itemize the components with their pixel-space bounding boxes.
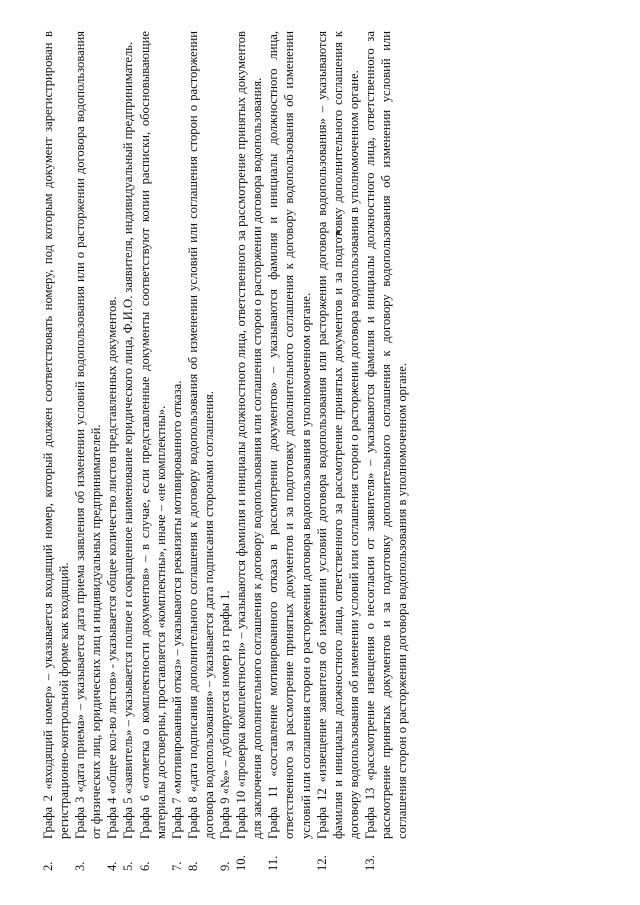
list-item: [314, 31, 362, 871]
item-number: 11.: [266, 855, 281, 871]
item-number: 4.: [105, 861, 120, 871]
item-number: 8.: [185, 861, 200, 871]
list-item: [362, 31, 410, 871]
item-text: Графа 5 «заявитель» – указывается полное и сокращенное наименование юридического лица, Ф.И.О. заявителя, индивидуальный предприниматель.: [121, 41, 136, 839]
list-item: [265, 31, 313, 871]
item-text: Графа 7 «мотивированный отказ» – указываются реквизиты мотивированного отказа.: [169, 380, 184, 839]
list-item: [120, 31, 136, 871]
item-text: Графа 8 «дата подписания дополнительного соглашения к договору водопользования об изменении условий или соглашения сторон о расторжении договора водопользования» – указывается дата подписания сторонами соглашения.: [185, 31, 216, 839]
list-item: [217, 31, 233, 871]
list-item: [185, 31, 217, 871]
item-text: Графа 11 «составление мотивированного отказа в рассмотрении документов» – указываются фамилия и инициалы должностного лица, ответственного за рассмотрение принятых документов и за подготовку дополнительного соглашения к договору водопользования об изменении условий или соглашения сторон о расторжении договора водопользования в уполномоченном органе.: [266, 31, 313, 839]
item-text: Графа 2 «входящий номер» – указывается входящий номер, который должен соответствовать номеру, под которым документ зарегистрирован в регистрационно-контрольной форме как входящий.: [41, 31, 72, 839]
list-item: [72, 31, 104, 871]
item-number: 5.: [121, 861, 136, 871]
item-number: 12.: [314, 855, 329, 871]
item-text: Графа 10 «проверка комплектности» – указываются фамилия и инициалы должностного лица, ответственного за рассмотрение принятых документов для заключения дополнительного соглашения к договору водопользования или соглашения сторон о расторжении договора водопользования.: [234, 31, 265, 839]
list-item: [169, 31, 185, 871]
item-text: Графа 6 «отметка о комплектности документов» – в случае, если представленные документы соответствуют копии расписки, обосновывающие материалы достоверны, проставляется «комплектны», иначе – «не комплектны».: [137, 31, 168, 839]
item-number: 13.: [362, 855, 377, 871]
item-text: Графа 3 «дата приема» – указывается дата приема заявления об изменении условий водопользования или о расторжении договора водопользования от физических лиц, юридических лиц и индивидуальных предпринимателей.: [73, 31, 104, 839]
item-text: Графа 13 «рассмотрение извещения о несогласии от заявителя» – указываются фамилия и инициалы должностного лица, ответственного за рассмотрение принятых документов и за подготовку дополнительного соглашения к договору водопользования об изменении условий или соглашения сторон о расторжении договора водопользования в уполномоченном органе.: [362, 31, 410, 839]
item-number: 10.: [234, 855, 249, 871]
item-number: 6.: [137, 861, 152, 871]
rotated-text-block: [40, 31, 410, 871]
list-item: [137, 31, 169, 871]
item-text: Графа 4 «общее кол-во листов» - указывается общее количество листов представленных документов.: [105, 296, 120, 839]
item-text: Графа 9 «№» – дублируется номер из графы 1.: [218, 590, 233, 839]
item-number: 9.: [218, 861, 233, 871]
list-item: [233, 31, 265, 871]
list-item: [40, 31, 72, 871]
item-number: 3.: [73, 861, 88, 871]
numbered-list: [40, 31, 410, 871]
item-text: Графа 12 «извещение заявителя об изменении условий договора водопользования или расторжении договора водопользования» – указываются фамилия и инициалы должностного лица, ответственного за рассмотрение принятых документов и за подготовку дополнительного соглашения к договору водопользования об изменении условий или соглашения сторон о расторжении договора водопользования в уполномоченном органе.: [314, 31, 361, 839]
item-number: 7.: [169, 861, 184, 871]
list-item: [104, 31, 120, 871]
item-number: 2.: [41, 861, 55, 871]
